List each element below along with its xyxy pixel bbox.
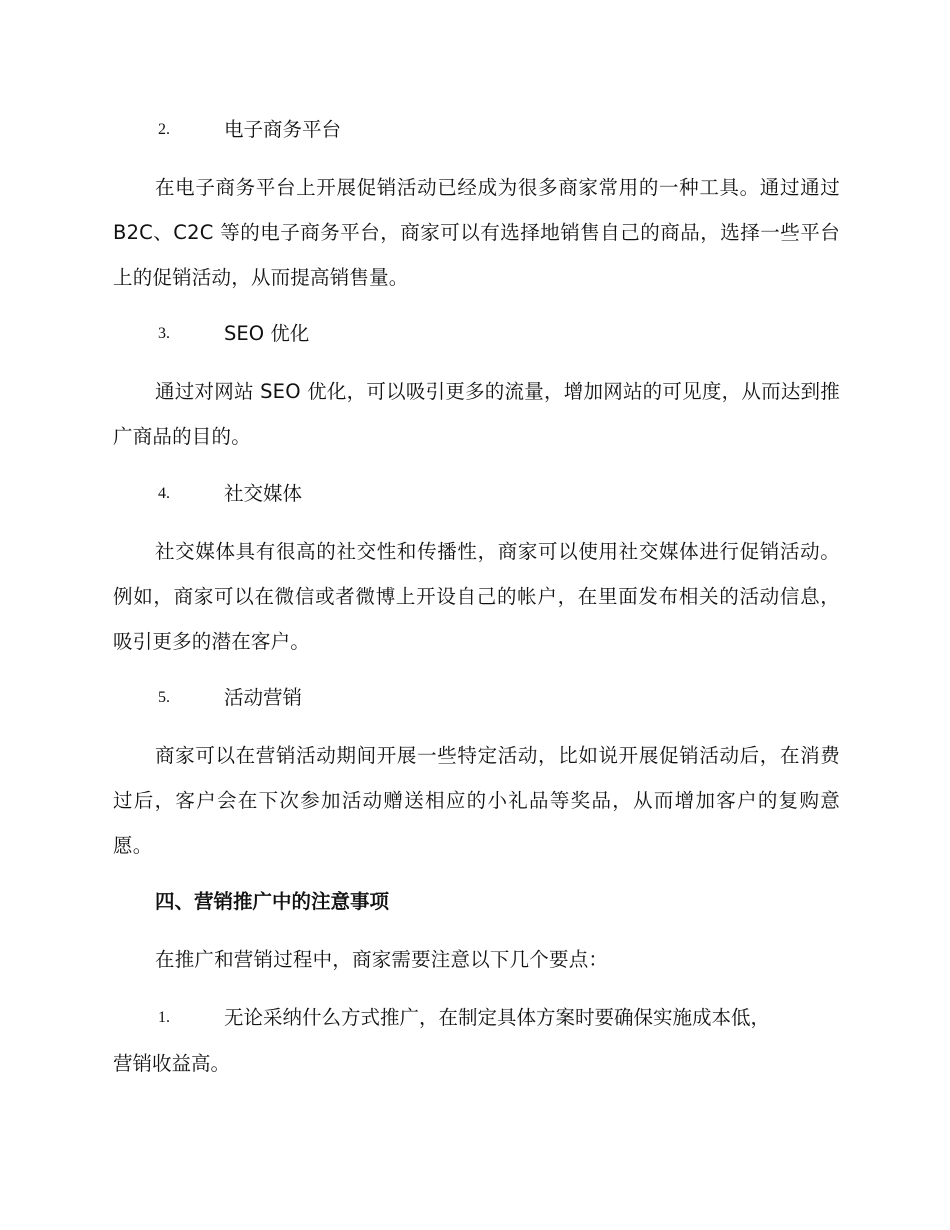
section-number: 3.: [158, 325, 170, 342]
section-3-body: 通过对网站 SEO 优化，可以吸引更多的流量，增加网站的可见度，从而达到推广商品的目的。: [113, 380, 840, 448]
intro-paragraph: 在推广和营销过程中，商家需要注意以下几个要点：: [155, 948, 609, 971]
section-2-body: 在电子商务平台上开展促销活动已经成为很多商家常用的一种工具。通过通过 B2C、C2C 等的电子商务平台，商家可以有选择地销售自己的商品，选择一些平台上的促销活动，从而提高销售量。: [113, 176, 840, 289]
point-text-line1: 无论采纳什么方式推广，在制定具体方案时要确保实施成本低，: [224, 1006, 771, 1029]
section-4-body: 社交媒体具有很高的社交性和传播性，商家可以使用社交媒体进行促销活动。例如，商家可以在微信或者微博上开设自己的帐户，在里面发布相关的活动信息，吸引更多的潜在客户。: [113, 540, 840, 653]
section-title: 电子商务平台: [224, 118, 342, 141]
section-2-header: [113, 117, 840, 143]
section-number: 5.: [158, 689, 170, 706]
section-number: 2.: [158, 121, 170, 138]
point-1-header: [113, 1005, 840, 1031]
section-5-body: 商家可以在营销活动期间开展一些特定活动，比如说开展促销活动后，在消费过后，客户会在下次参加活动赠送相应的小礼品等奖品，从而增加客户的复购意愿。: [113, 744, 840, 857]
section-title: 社交媒体: [224, 482, 303, 505]
point-text-line2: 营销收益高。: [113, 1052, 231, 1075]
section-title: SEO 优化: [224, 322, 310, 345]
section-4-header: [113, 481, 840, 507]
section-number: 4.: [158, 485, 170, 502]
section-heading: 四、营销推广中的注意事项: [155, 890, 390, 913]
point-number: 1.: [158, 1009, 170, 1026]
section-5-header: [113, 685, 840, 711]
section-title: 活动营销: [224, 686, 303, 709]
section-3-header: [113, 321, 840, 347]
